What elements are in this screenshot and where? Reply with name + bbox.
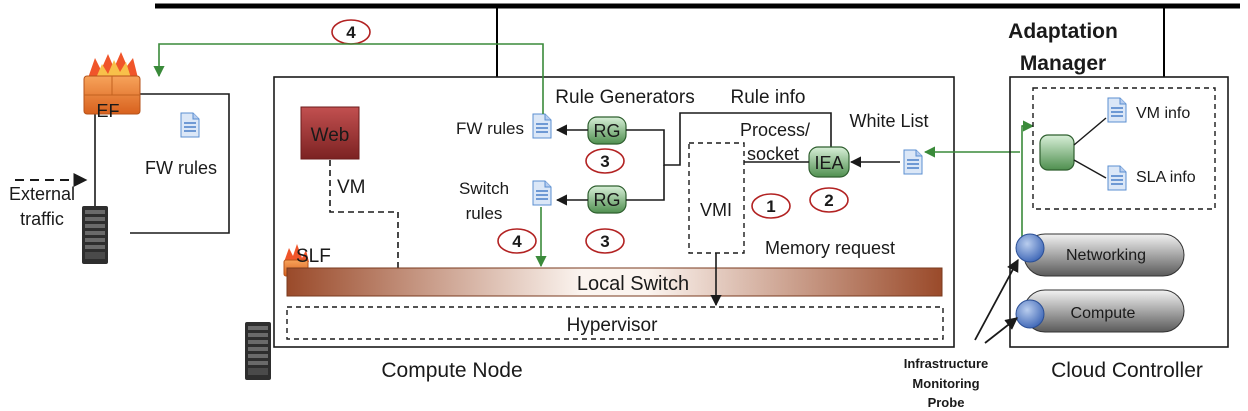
sla-info-doc-icon bbox=[1108, 166, 1126, 190]
step-2 bbox=[810, 188, 848, 212]
slf-label: SLF bbox=[296, 246, 331, 267]
step-2-label: 2 bbox=[824, 191, 834, 210]
compute-node-icon bbox=[1016, 300, 1044, 328]
ef-label: EF bbox=[96, 101, 120, 121]
vm-info-label: VM info bbox=[1136, 105, 1191, 122]
probe-line1: Infrastructure bbox=[903, 356, 989, 371]
process-label: Process/ bbox=[739, 120, 811, 140]
cloud-controller-title: Cloud Controller bbox=[1051, 359, 1203, 382]
compute-node bbox=[245, 77, 954, 382]
rule-generators-label: Rule Generators bbox=[555, 87, 695, 108]
step-3-top bbox=[586, 149, 624, 173]
adaptation-manager-line1: Adaptation bbox=[1008, 20, 1118, 43]
cloud-controller bbox=[1010, 77, 1228, 382]
vmi-box bbox=[689, 143, 744, 253]
probe-line3: Probe bbox=[927, 395, 965, 410]
external-traffic-line2: traffic bbox=[20, 209, 64, 229]
networking-label: Networking bbox=[1065, 247, 1147, 264]
sla-info-label: SLA info bbox=[1136, 169, 1196, 186]
rule-info-label: Rule info bbox=[730, 87, 806, 108]
vmi-label: VMI bbox=[699, 200, 733, 220]
left-fw-rules-label: FW rules bbox=[145, 158, 217, 178]
probe-line2: Monitoring bbox=[912, 376, 980, 391]
white-list-doc-icon bbox=[904, 150, 922, 174]
fw-rules-doc-icon bbox=[181, 113, 199, 137]
step-3-bottom bbox=[586, 229, 624, 253]
edge-server-icon bbox=[82, 206, 108, 264]
memory-request-label: Memory request bbox=[764, 238, 896, 258]
switch-rules-doc-icon bbox=[533, 181, 551, 205]
step-4-top bbox=[332, 20, 370, 44]
fw-rules-doc-icon-node bbox=[533, 114, 551, 138]
external-traffic-line1: External bbox=[8, 184, 76, 204]
adaptation-manager-label bbox=[1008, 20, 1118, 75]
vm-info-doc-icon bbox=[1108, 98, 1126, 122]
adaptation-manager-module bbox=[1040, 135, 1074, 170]
local-switch-label: Local Switch bbox=[576, 273, 690, 295]
rg-top-label: RG bbox=[593, 121, 621, 141]
step-3-top-label: 3 bbox=[600, 152, 610, 171]
compute-node-title: Compute Node bbox=[381, 359, 523, 382]
rg-bottom-label: RG bbox=[593, 190, 621, 210]
step-4-switch bbox=[498, 229, 536, 253]
web-label: Web bbox=[310, 125, 350, 146]
adaptation-manager-line2: Manager bbox=[1019, 52, 1107, 75]
step-4-switch-label: 4 bbox=[512, 232, 522, 251]
left-host bbox=[9, 52, 229, 264]
vm-label: VM bbox=[337, 177, 366, 198]
networking-node-icon bbox=[1016, 234, 1044, 262]
step-1-label: 1 bbox=[766, 197, 776, 216]
compute-node-server-icon bbox=[245, 322, 271, 380]
step-4-top-label: 4 bbox=[346, 23, 356, 42]
iea-label: IEA bbox=[814, 153, 844, 173]
step-3-bottom-label: 3 bbox=[600, 232, 610, 251]
hypervisor-label: Hypervisor bbox=[566, 315, 658, 336]
step-1 bbox=[752, 194, 790, 218]
fw-rules-label: FW rules bbox=[456, 119, 524, 138]
compute-label: Compute bbox=[1070, 305, 1136, 322]
white-list-label: White List bbox=[849, 111, 929, 131]
socket-label: socket bbox=[746, 144, 800, 164]
switch-rules-line1: Switch bbox=[458, 179, 510, 198]
switch-rules-line2: rules bbox=[465, 204, 503, 223]
